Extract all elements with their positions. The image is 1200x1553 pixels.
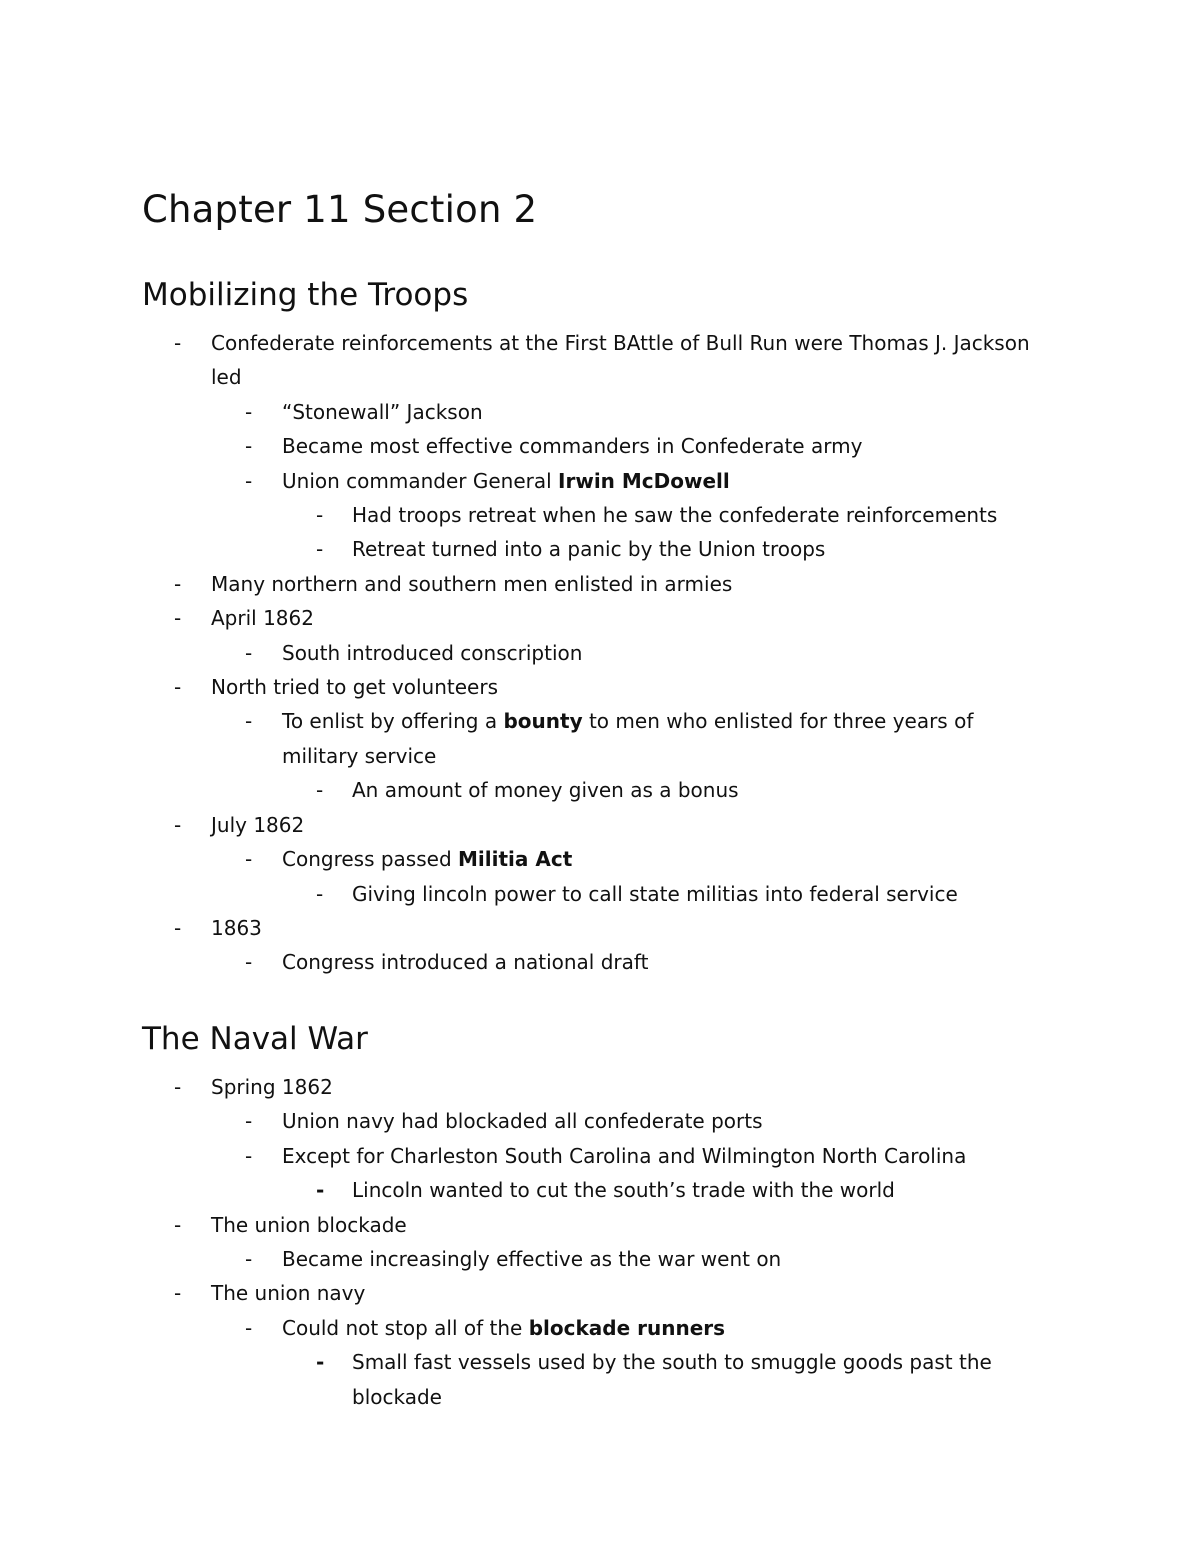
- list-item: - Became most effective commanders in Confederate army: [0, 429, 1032, 463]
- list-item: - Became increasingly effective as the war went on: [0, 1242, 1032, 1276]
- bullet-dash: -: [316, 1350, 325, 1375]
- bullet-dash: -: [245, 468, 253, 493]
- key-term: bounty: [503, 709, 583, 734]
- list-item: - Giving lincoln power to call state militias into federal service: [0, 877, 1032, 911]
- bullet-dash: -: [245, 640, 253, 665]
- bullet-dash: -: [174, 812, 182, 837]
- list-item: - Union commander General Irwin McDowell: [0, 464, 1032, 498]
- bullet-dash: -: [174, 331, 182, 355]
- mobilizing-list: [0, 326, 1032, 980]
- list-item: - Union navy had blockaded all confederate ports: [0, 1104, 1032, 1138]
- list-item: - April 1862: [0, 601, 1032, 635]
- bullet-dash: -: [245, 399, 253, 424]
- list-item: - To enlist by offering a bounty to men who enlisted for three years of military service: [0, 704, 1032, 773]
- bullet-dash: -: [316, 1178, 325, 1203]
- key-term: Militia Act: [458, 847, 573, 872]
- list-item: - Confederate reinforcements at the First BAttle of Bull Run were Thomas J. Jackson led: [0, 326, 1032, 395]
- list-item: - “Stonewall” Jackson: [0, 395, 1032, 429]
- list-item: - North tried to get volunteers: [0, 670, 1032, 704]
- key-term: blockade runners: [528, 1315, 726, 1340]
- bullet-dash: -: [174, 571, 182, 596]
- section-heading-mobilizing: Mobilizing the Troops: [142, 277, 469, 313]
- section-heading-naval-war: The Naval War: [142, 1021, 368, 1057]
- bullet-dash: -: [174, 606, 182, 631]
- bullet-dash: -: [174, 915, 182, 940]
- page-title: Chapter 11 Section 2: [142, 188, 538, 231]
- bullet-dash: -: [316, 503, 324, 528]
- list-item: - South introduced conscription: [0, 636, 1032, 670]
- bullet-dash: -: [245, 1315, 253, 1340]
- bullet-dash: -: [316, 537, 324, 562]
- list-item: - July 1862: [0, 808, 1032, 842]
- list-item: - The union navy: [0, 1276, 1032, 1310]
- list-item: - Retreat turned into a panic by the Union troops: [0, 532, 1032, 566]
- bullet-dash: -: [174, 1281, 182, 1306]
- bullet-dash: -: [245, 709, 253, 734]
- bullet-dash: -: [316, 778, 324, 803]
- naval-war-list: [0, 1070, 1032, 1414]
- list-item: - Spring 1862: [0, 1070, 1032, 1104]
- list-item: - Congress passed Militia Act: [0, 842, 1032, 876]
- bullet-dash: -: [245, 950, 253, 975]
- bullet-dash: -: [316, 881, 324, 906]
- bullet-dash: -: [174, 675, 182, 700]
- bullet-dash: -: [174, 1212, 182, 1237]
- key-term: Irwin McDowell: [558, 468, 730, 493]
- bullet-dash: -: [245, 1143, 253, 1168]
- bullet-dash: -: [245, 1247, 253, 1272]
- list-item: - Could not stop all of the blockade runners: [0, 1311, 1032, 1345]
- list-item: - Except for Charleston South Carolina and Wilmington North Carolina: [0, 1139, 1032, 1173]
- list-item: - Small fast vessels used by the south to smuggle goods past the blockade: [0, 1345, 1032, 1414]
- list-item: - Lincoln wanted to cut the south’s trade with the world: [0, 1173, 1032, 1207]
- bullet-dash: -: [174, 1075, 182, 1099]
- bullet-dash: -: [245, 1109, 253, 1134]
- bullet-dash: -: [245, 847, 253, 872]
- list-item: - An amount of money given as a bonus: [0, 773, 1032, 807]
- bullet-dash: -: [245, 434, 253, 459]
- list-item: - Many northern and southern men enlisted in armies: [0, 567, 1032, 601]
- list-item: - Had troops retreat when he saw the confederate reinforcements: [0, 498, 1032, 532]
- list-item: - 1863: [0, 911, 1032, 945]
- list-item: - The union blockade: [0, 1208, 1032, 1242]
- list-item: - Congress introduced a national draft: [0, 945, 1032, 979]
